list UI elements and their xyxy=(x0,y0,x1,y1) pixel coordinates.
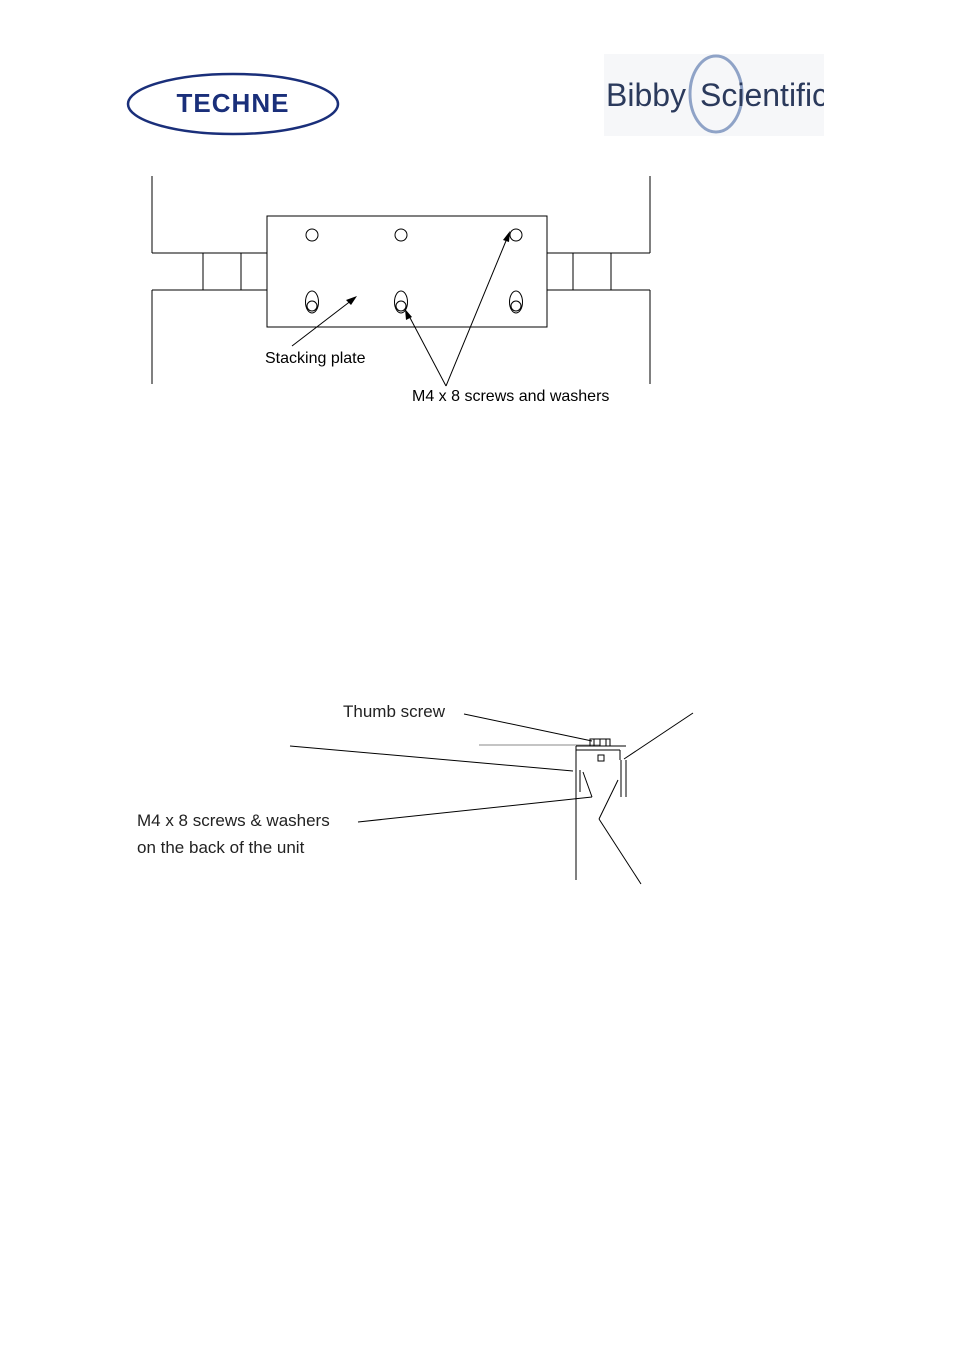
hole xyxy=(306,229,318,241)
arrow-icon xyxy=(405,309,412,320)
slot-hole xyxy=(510,291,523,313)
techne-logo-text: TECHNE xyxy=(176,88,290,118)
slot-hole xyxy=(306,291,319,313)
bibby-text: Bibby xyxy=(606,77,687,113)
thumb-screw-diagram xyxy=(280,700,700,890)
bibby-scientific-logo xyxy=(604,54,824,136)
scientific-text: Scientific xyxy=(700,77,824,113)
hole xyxy=(395,229,407,241)
thumb-screw-label: Thumb screw xyxy=(343,702,446,721)
screws-label: M4 x 8 screws and washers xyxy=(412,388,610,405)
techne-logo xyxy=(126,72,340,136)
arrow-icon xyxy=(503,231,510,242)
back-screws-label-line2: on the back of the unit xyxy=(137,838,305,857)
back-screws-label-line1: M4 x 8 screws & washers xyxy=(137,811,330,830)
stacking-plate-label: Stacking plate xyxy=(265,350,366,367)
hole xyxy=(510,229,522,241)
stacking-plate-diagram xyxy=(140,170,680,420)
